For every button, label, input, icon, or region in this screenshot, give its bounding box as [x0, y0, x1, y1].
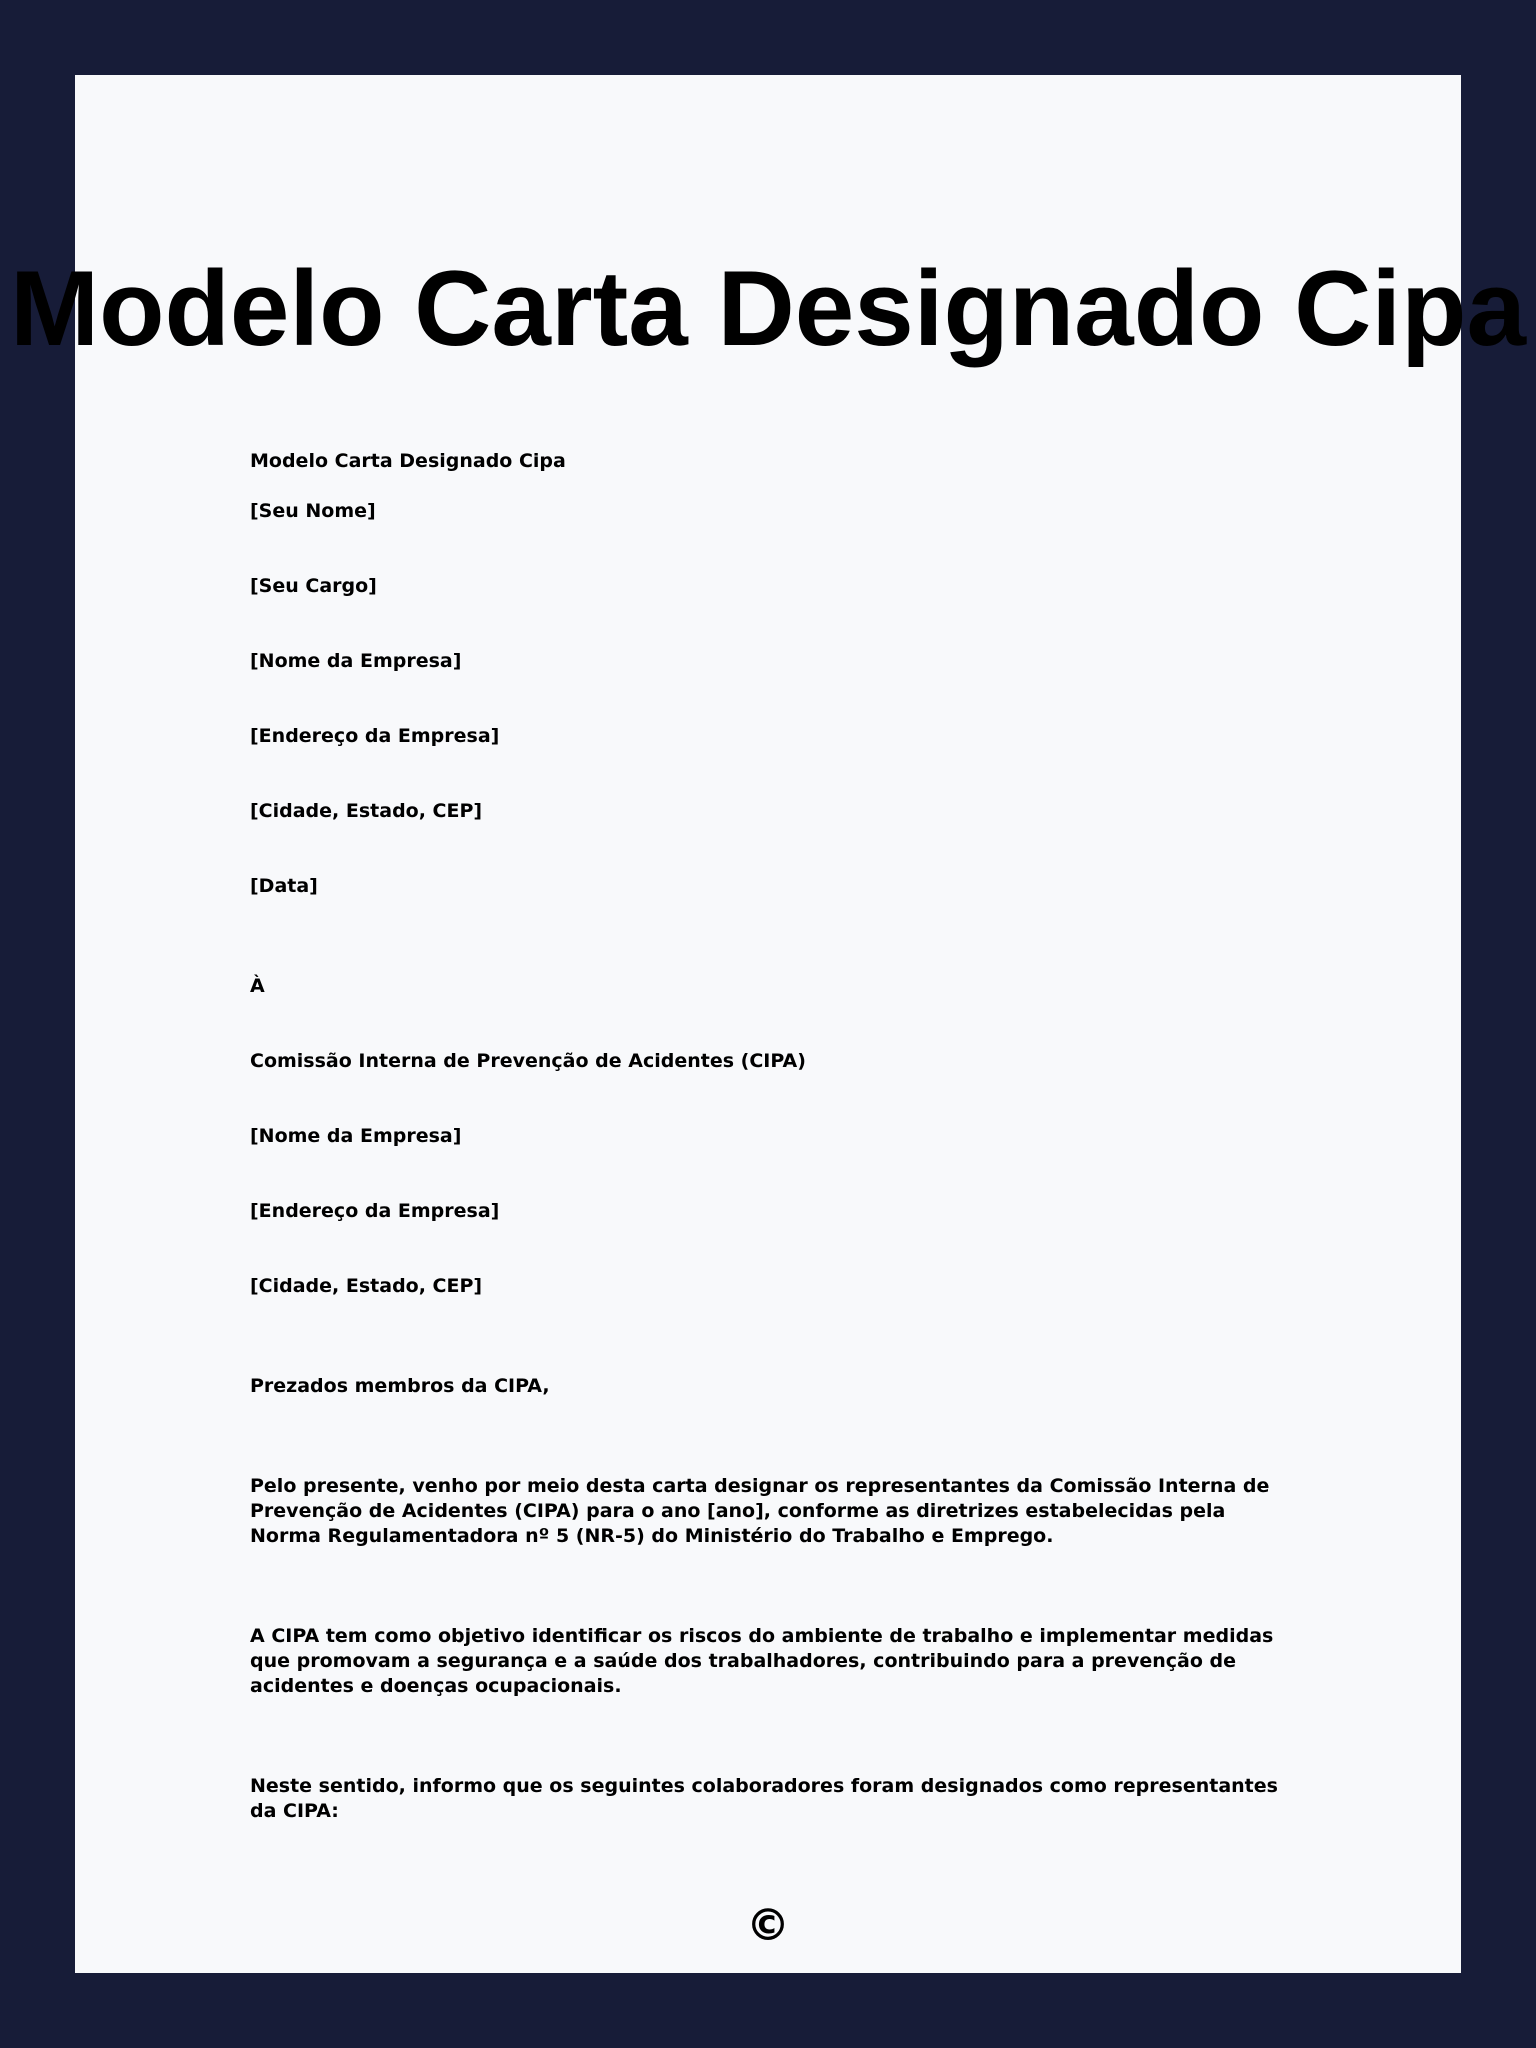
letter-date: [Data]	[250, 875, 318, 897]
copyright-icon: ©	[746, 1900, 790, 1951]
sender-company: [Nome da Empresa]	[250, 650, 462, 672]
recipient-address: [Endereço da Empresa]	[250, 1200, 500, 1222]
sender-name: [Seu Nome]	[250, 500, 376, 522]
sender-role: [Seu Cargo]	[250, 575, 377, 597]
recipient-city-state-zip: [Cidade, Estado, CEP]	[250, 1275, 483, 1297]
paragraph-cipa-objective: A CIPA tem como objetivo identificar os riscos do ambiente de trabalho e implementar medidas que promovam a segurança e a saúde dos trabalhadores, contribuindo para a prevenção de acidentes e doenças ocupacionais.	[250, 1625, 1274, 1697]
paragraph-designation: Pelo presente, venho por meio desta carta designar os representantes da Comissão Interna de Prevenção de Acidentes (CIPA) para o ano [ano], conforme as diretrizes estabelecidas pela Norma Regulamentadora nº 5 (NR-5) do Ministério do Trabalho e Emprego.	[250, 1475, 1270, 1547]
paragraph-designated-members: Neste sentido, informo que os seguintes colaboradores foram designados como representantes da CIPA:	[250, 1775, 1278, 1822]
document-title: Modelo Carta Designado Cipa	[9, 248, 1527, 368]
recipient-company: [Nome da Empresa]	[250, 1125, 462, 1147]
sender-address: [Endereço da Empresa]	[250, 725, 500, 747]
salutation: Prezados membros da CIPA,	[250, 1375, 550, 1397]
recipient-committee: Comissão Interna de Prevenção de Acidentes (CIPA)	[250, 1050, 806, 1072]
sender-city-state-zip: [Cidade, Estado, CEP]	[250, 800, 483, 822]
to-label: À	[250, 975, 265, 997]
letter-heading: Modelo Carta Designado Cipa	[250, 450, 566, 472]
